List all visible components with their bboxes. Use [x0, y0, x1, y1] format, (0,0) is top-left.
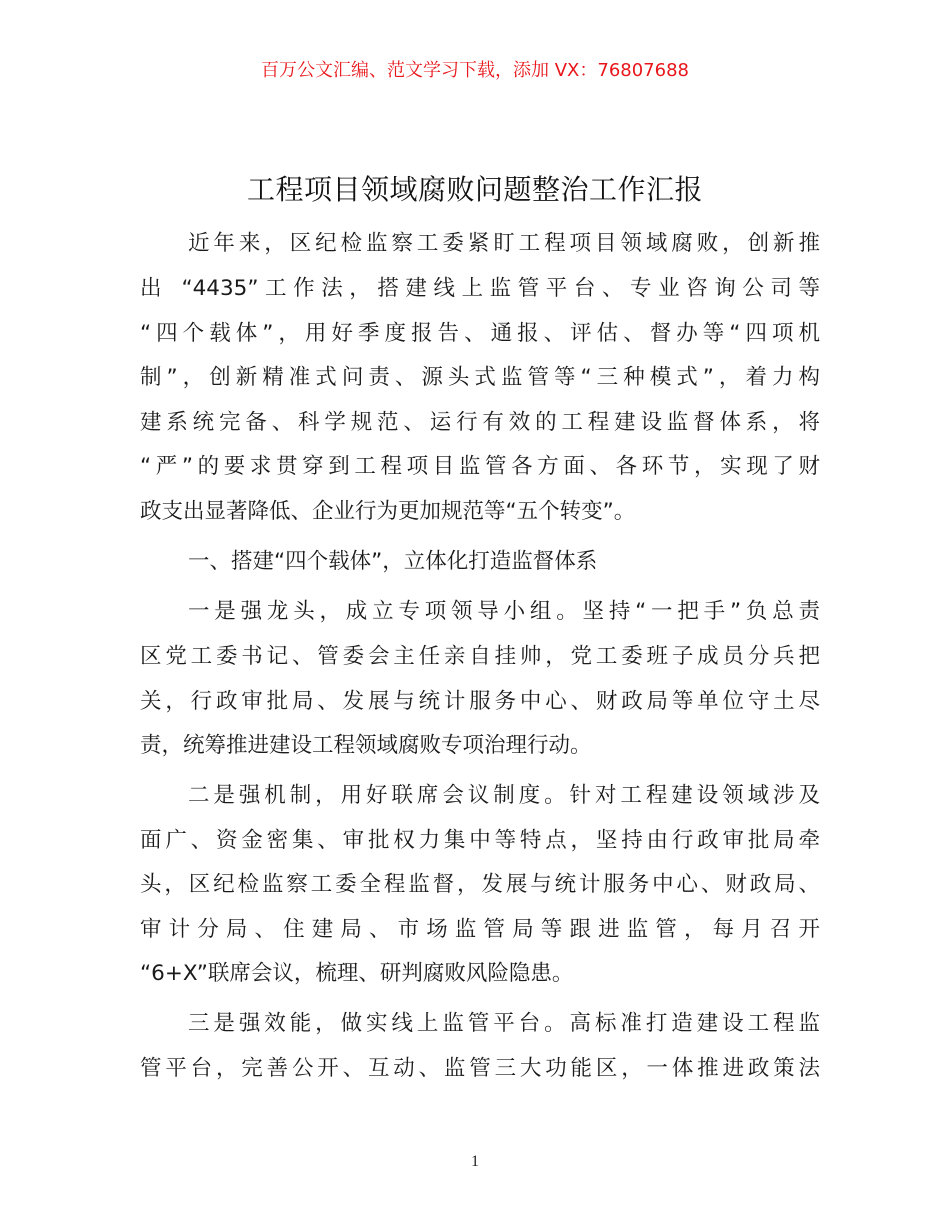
paragraph-line: 管平台，完善公开、互动、监管三大功能区，一体推进政策法	[140, 1056, 820, 1081]
paragraph-line: 责，统筹推进建设工程领域腐败专项治理行动。	[140, 733, 592, 758]
paragraph-line: 制”，创新精准式问责、源头式监管等“三种模式”，着力构	[140, 365, 820, 390]
page-number: 1	[471, 1153, 479, 1170]
paragraph-line: 区党工委书记、管委会主任亲自挂帅，党工委班子成员分兵把	[140, 644, 820, 669]
paragraph-line: 政支出显著降低、企业行为更加规范等“五个转变”。	[140, 499, 636, 524]
paragraph-line: 建系统完备、科学规范、运行有效的工程建设监督体系，将	[140, 410, 820, 435]
paragraph-line: 面广、资金密集、审批权力集中等特点，坚持由行政审批局牵	[140, 828, 820, 853]
paragraph-line: 审计分局、住建局、市场监管局等跟进监管，每月召开	[140, 917, 820, 942]
paragraph-line: “6+X”联席会议，梳理、研判腐败风险隐患。	[140, 961, 574, 986]
paragraph-line: 头，区纪检监察工委全程监督，发展与统计服务中心、财政局、	[140, 872, 820, 897]
document-title: 工程项目领域腐败问题整治工作汇报	[246, 173, 703, 206]
paragraph-line: 二是强机制，用好联席会议制度。针对工程建设领域涉及	[188, 783, 820, 808]
paragraph-line: 三是强效能，做实线上监管平台。高标准打造建设工程监	[188, 1011, 820, 1036]
paragraph-line: 一是强龙头，成立专项领导小组。坚持“一把手”负总责	[188, 599, 820, 624]
paragraph-line: 关，行政审批局、发展与统计服务中心、财政局等单位守土尽	[140, 689, 820, 714]
paragraph-line: “严”的要求贯穿到工程项目监管各方面、各环节，实现了财	[140, 454, 820, 479]
paragraph-line: “四个载体”，用好季度报告、通报、评估、督办等“四项机	[140, 321, 820, 346]
paragraph-line: 出 “4435”工作法，搭建线上监管平台、专业咨询公司等	[140, 276, 820, 301]
section-heading: 一、搭建“四个载体”，立体化打造监督体系	[188, 549, 598, 574]
watermark-header: 百万公文汇编、范文学习下载，添加 VX：76807688	[261, 60, 689, 81]
paragraph-line: 近年来，区纪检监察工委紧盯工程项目领域腐败，创新推	[188, 231, 820, 256]
